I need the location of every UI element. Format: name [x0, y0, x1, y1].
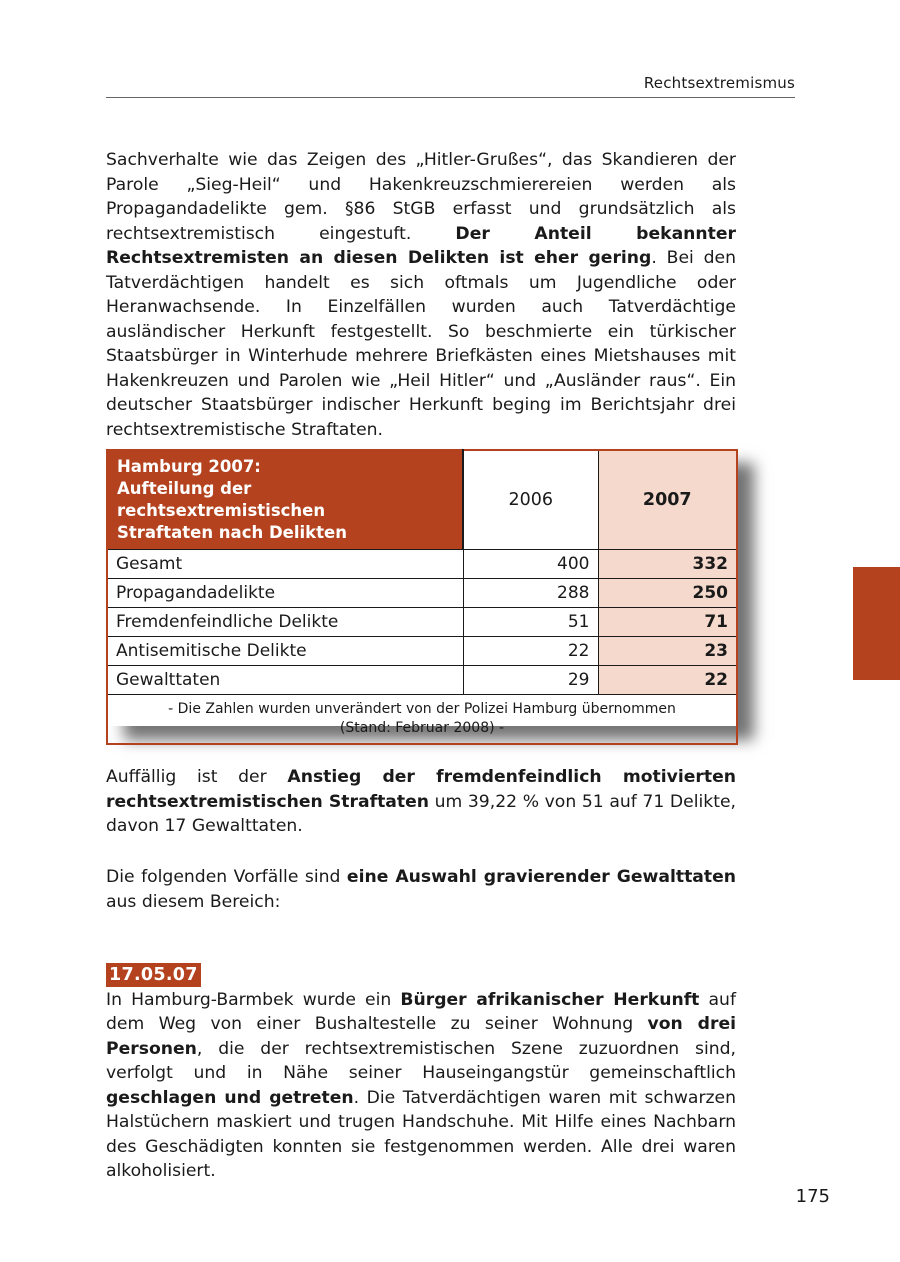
column-header-2007: 2007 [598, 450, 737, 550]
column-header-2006: 2006 [463, 450, 598, 550]
row-label: Antisemitische Delikte [107, 637, 463, 666]
intro-paragraph [106, 148, 736, 442]
row-label: Gewalttaten [107, 666, 463, 695]
chapter-side-tab [853, 567, 900, 680]
table-row [107, 608, 737, 637]
value-2007: 23 [598, 637, 737, 666]
row-label: Gesamt [107, 550, 463, 579]
note-line: (Stand: Februar 2008) - [339, 720, 505, 736]
text-run: Sachverhalte wie das Zeigen des „Hitler-Grußes“, das Skandieren der Parole „Sieg-Heil“ und Hakenkreuzschmierereien werden als Propagandadelikte gem. §86 StGB erfasst und grundsätzlich als rechtsextremistisch eingestuft. [106, 150, 736, 244]
bold-run: eine Auswahl gravierender Gewalttaten [346, 867, 736, 887]
bold-run: Der Anteil bekannter Rechtsextremisten an diesen Delikten ist eher gering [106, 223, 736, 268]
text-run: . Die Tatverdächtigen waren mit schwarzen Halstüchern maskiert und trugen Handschuhe. Mit Hilfe eines Nachbarn des Geschädigten konnten sie festgenommen werden. Alle drei waren alkoholisiert. [106, 1087, 736, 1181]
text-run: . Bei den Tatverdächtigen handelt es sich oftmals um Jugendliche oder Heranwachsende. In Einzelfällen wurden auch Tatverdächtige ausländischer Herkunft festgestellt. So beschmierte ein türkischer Staatsbürger in Winterhude mehrere Briefkästen eines Mietshauses mit Hakenkreuzen und Parolen wie „Heil Hitler“ und „Ausländer raus“. Ein deutscher Staatsbürger indischer Herkunft beging im Berichtsjahr drei rechtsextremistische Straftaten. [106, 248, 736, 440]
table-source-note [107, 695, 737, 745]
text-run: Die folgenden Vorfälle sind [106, 867, 347, 887]
text-run: aus diesem Bereich: [106, 891, 281, 912]
statistics-table [106, 449, 738, 745]
value-2006: 22 [463, 637, 598, 666]
value-2006: 288 [463, 579, 598, 608]
incident-paragraph [106, 988, 736, 1184]
table-title-line: Hamburg 2007: [117, 457, 261, 476]
value-2006: 400 [463, 550, 598, 579]
note-line: - Die Zahlen wurden unverändert von der Polizei Hamburg übernommen [168, 701, 676, 717]
value-2006: 29 [463, 666, 598, 695]
incident-date-badge: 17.05.07 [106, 963, 201, 987]
text-run: um 39,22 % von 51 auf 71 Delikte, davon 17 Gewalttaten. [106, 791, 736, 836]
page-number: 175 [795, 1186, 830, 1207]
value-2006: 51 [463, 608, 598, 637]
text-run: , die der rechtsextremistischen Szene zuzuordnen sind, verfolgt und in Nähe seiner Hauseingangstür gemeinschaftlich [106, 1038, 736, 1083]
statistics-table-box [106, 449, 736, 736]
value-2007: 332 [598, 550, 737, 579]
table-row [107, 637, 737, 666]
row-label: Fremdenfeindliche Delikte [107, 608, 463, 637]
analysis-paragraph [106, 765, 736, 839]
text-run: auf dem Weg von einer Bushaltestelle zu seiner Wohnung [106, 989, 736, 1034]
row-label: Propagandadelikte [107, 579, 463, 608]
table-header-row [107, 450, 737, 550]
table-title [107, 450, 463, 550]
selection-paragraph [106, 865, 736, 914]
text-run: In Hamburg-Barmbek wurde ein [106, 989, 401, 1010]
table-title-line: Straftaten nach Delikten [117, 523, 347, 542]
table-row [107, 550, 737, 579]
value-2007: 22 [598, 666, 737, 695]
value-2007: 250 [598, 579, 737, 608]
value-2007: 71 [598, 608, 737, 637]
table-note-row [107, 695, 737, 745]
incident-entry [106, 963, 736, 1184]
bold-run: Bürger afrikanischer Herkunft [400, 989, 700, 1010]
bold-run: von drei Personen [106, 1014, 736, 1059]
text-run: Auffällig ist der [106, 767, 288, 787]
table-row [107, 579, 737, 608]
running-header: Rechtsextremismus [106, 74, 795, 98]
table-title-line: Aufteilung der rechtsextremistischen [117, 479, 326, 520]
table-row [107, 666, 737, 695]
bold-run: geschlagen und getreten [106, 1087, 354, 1108]
bold-run: Anstieg der fremdenfeindlich motivierten rechtsextremistischen Straftaten [106, 767, 737, 812]
